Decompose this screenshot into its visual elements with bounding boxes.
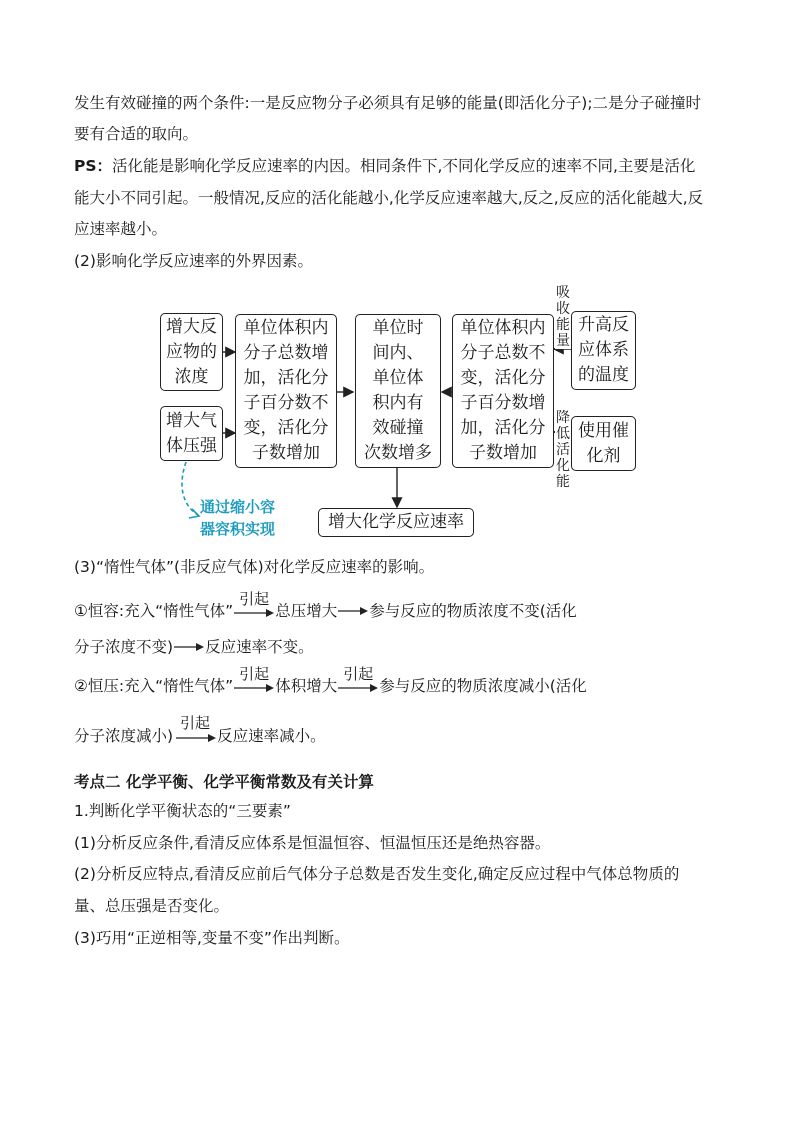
eq2-concentration: 参与反应的物质浓度减小(活化: [379, 677, 587, 695]
item-reaction-features-cont: 量、总压强是否变化。: [74, 897, 230, 915]
eq2-arrow-label3: 引起: [180, 714, 211, 732]
constant-volume-line2: [74, 636, 314, 658]
eq2-arrow-label: 引起: [239, 665, 270, 683]
eq1-total-pressure: 总压增大: [275, 602, 338, 620]
ps-paragraph-line2: 能大小不同引起。一般情况,反应的活化能越小,化学反应速率越大,反之,反应的活化能越大,反: [74, 189, 704, 207]
eq1-arrow: [337, 600, 369, 622]
label-absorb-energy: 吸收能量: [556, 285, 570, 349]
eq1-activated: 分子浓度不变): [74, 638, 174, 656]
item-reaction-features: (2)分析反应特点,看清反应前后气体分子总数是否发生变化,确定反应过程中气体总物质的: [74, 865, 680, 883]
eq1-arrow-causes: [233, 590, 275, 622]
dashed-note-connector: [182, 462, 198, 515]
label-lower-activation-energy: 降低活化能: [556, 410, 570, 490]
eq2-activated: 分子浓度减小): [74, 727, 174, 745]
ps-text: 活化能是影响化学反应速率的内因。相同条件下,不同化学反应的速率不同,主要是活化: [112, 157, 696, 175]
constant-pressure-line2: [74, 714, 326, 747]
eq2-arrow-causes3: [173, 714, 217, 747]
note-compress-volume: 通过缩小容 器容积实现: [200, 498, 276, 538]
item-reaction-conditions: (1)分析反应条件,看清反应体系是恒温恒容、恒温恒压还是绝热容器。: [74, 834, 551, 852]
eq2-start: ②恒压:充入“惰性气体”: [74, 677, 234, 695]
box-use-catalyst: 使用催 化剂: [571, 416, 636, 471]
ps-label: PS：: [74, 157, 113, 175]
item-external-factors: (2)影响化学反应速率的外界因素。: [74, 252, 313, 270]
eq1-arrow-label: 引起: [239, 590, 270, 608]
eq2-arrow-label2: 引起: [343, 665, 374, 683]
box-center-effective-collisions: 单位时 间内、 单位体 积内有 效碰撞 次数增多: [355, 314, 441, 468]
dashed-note-arrowhead: [189, 509, 199, 518]
section-title-equilibrium: 考点二 化学平衡、化学平衡常数及有关计算: [74, 773, 374, 791]
box-right-effect: 单位体积内 分子总数不 变，活化分 子百分数增 加，活化分 子数增加: [452, 314, 554, 468]
eq1-concentration: 参与反应的物质浓度不变(活化: [369, 602, 577, 620]
box-left-effect: 单位体积内 分子总数增 加，活化分 子百分数不 变，活化分 子数增加: [235, 314, 337, 468]
item-judgment-tip: (3)巧用“正逆相等,变量不变”作出判断。: [74, 929, 350, 947]
eq2-arrow-causes2: [337, 665, 379, 697]
eq1-arrow2: [173, 636, 205, 658]
paragraph-collision-conditions-cont: 要有合适的取向。: [74, 125, 199, 143]
ps-paragraph-line3: 应速率越小。: [74, 220, 168, 238]
box-raise-temperature: 升高反 应体系 的温度: [571, 311, 636, 390]
box-increase-reaction-rate: 增大化学反应速率: [318, 508, 474, 537]
eq2-arrow-causes: [233, 665, 275, 697]
eq1-result: 反应速率不变。: [205, 638, 314, 656]
item-inert-gas: (3)“惰性气体”(非反应气体)对化学反应速率的影响。: [74, 558, 435, 576]
eq2-result: 反应速率减小。: [217, 727, 326, 745]
constant-pressure-line: [74, 665, 587, 697]
eq2-volume: 体积增大: [275, 677, 338, 695]
paragraph-collision-conditions: 发生有效碰撞的两个条件:一是反应物分子必须具有足够的能量(即活化分子);二是分子碰撞时: [74, 94, 702, 112]
constant-volume-line: [74, 590, 577, 622]
box-increase-concentration: 增大反 应物的 浓度: [160, 313, 223, 391]
eq1-start: ①恒容:充入“惰性气体”: [74, 602, 234, 620]
box-increase-pressure: 增大气 体压强: [160, 406, 223, 461]
item-three-elements: 1.判断化学平衡状态的“三要素”: [74, 802, 291, 820]
